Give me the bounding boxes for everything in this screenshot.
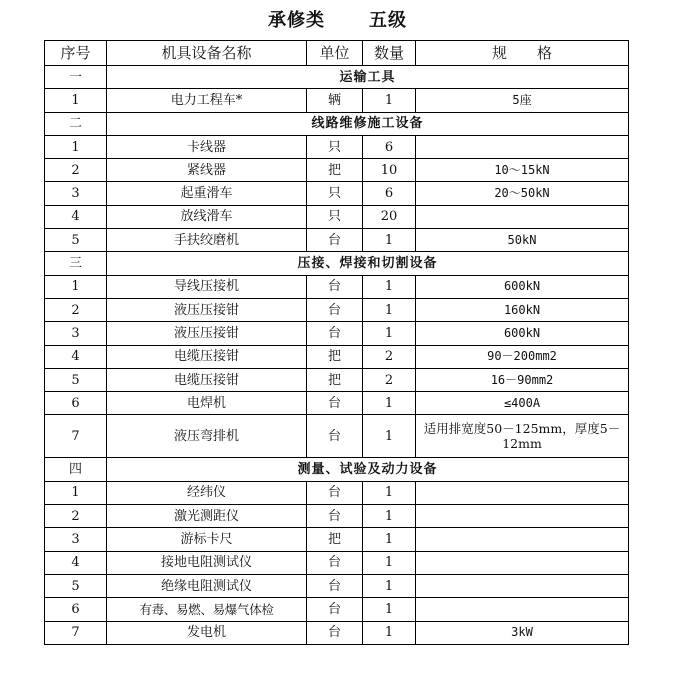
- row-qty: 1: [363, 505, 416, 528]
- row-qty: 2: [363, 368, 416, 391]
- section-row: [45, 66, 629, 89]
- row-name: 电缆压接钳: [107, 345, 307, 368]
- row-qty: 20: [363, 205, 416, 228]
- row-name: 绝缘电阻测试仪: [107, 574, 307, 597]
- row-unit: 只: [307, 135, 363, 158]
- row-unit: 把: [307, 159, 363, 182]
- row-name: 电缆压接钳: [107, 368, 307, 391]
- section-no: 二: [45, 112, 107, 135]
- table-row: [45, 275, 629, 298]
- header-qty: 数量: [363, 41, 416, 66]
- row-qty: 1: [363, 481, 416, 504]
- header-name: 机具设备名称: [107, 41, 307, 66]
- row-unit: 台: [307, 392, 363, 415]
- header-unit: 单位: [307, 41, 363, 66]
- row-name: 激光测距仪: [107, 505, 307, 528]
- row-unit: 台: [307, 322, 363, 345]
- row-qty: 1: [363, 275, 416, 298]
- table-row: [45, 551, 629, 574]
- section-no: 四: [45, 458, 107, 481]
- table-row: [45, 89, 629, 112]
- row-no: 1: [45, 135, 107, 158]
- row-unit: 台: [307, 298, 363, 321]
- table-row: [45, 368, 629, 391]
- section-no: 三: [45, 252, 107, 275]
- row-spec: [416, 528, 629, 551]
- row-no: 7: [45, 415, 107, 458]
- row-name: 发电机: [107, 621, 307, 644]
- table-row: [45, 574, 629, 597]
- row-name: 液压压接钳: [107, 322, 307, 345]
- row-no: 4: [45, 345, 107, 368]
- row-no: 5: [45, 229, 107, 252]
- row-no: 6: [45, 392, 107, 415]
- row-spec: [416, 205, 629, 228]
- row-qty: 10: [363, 159, 416, 182]
- row-spec: ≤400A: [416, 392, 629, 415]
- row-unit: 台: [307, 275, 363, 298]
- row-no: 4: [45, 205, 107, 228]
- row-name: 接地电阻测试仪: [107, 551, 307, 574]
- row-name: 放线滑车: [107, 205, 307, 228]
- table-row: [45, 322, 629, 345]
- table-row: [45, 505, 629, 528]
- row-no: 5: [45, 368, 107, 391]
- header-spec: 规 格: [416, 41, 629, 66]
- row-spec: 20～50kN: [416, 182, 629, 205]
- row-name: 游标卡尺: [107, 528, 307, 551]
- row-unit: 把: [307, 528, 363, 551]
- row-name: 经纬仪: [107, 481, 307, 504]
- row-spec: [416, 574, 629, 597]
- row-spec: 10～15kN: [416, 159, 629, 182]
- row-unit: 台: [307, 415, 363, 458]
- row-unit: 台: [307, 598, 363, 621]
- row-unit: 台: [307, 481, 363, 504]
- row-unit: 台: [307, 574, 363, 597]
- row-qty: 1: [363, 574, 416, 597]
- row-no: 1: [45, 275, 107, 298]
- table-row: [45, 298, 629, 321]
- row-no: 2: [45, 298, 107, 321]
- row-name: 紧线器: [107, 159, 307, 182]
- row-spec: 3kW: [416, 621, 629, 644]
- row-no: 6: [45, 598, 107, 621]
- row-spec: [416, 481, 629, 504]
- table-header-row: [45, 41, 629, 66]
- title-level: 五级: [369, 10, 407, 31]
- row-qty: 2: [363, 345, 416, 368]
- row-qty: 1: [363, 415, 416, 458]
- section-row: [45, 252, 629, 275]
- row-spec: [416, 135, 629, 158]
- row-name: 卡线器: [107, 135, 307, 158]
- section-title: 压接、焊接和切割设备: [107, 252, 629, 275]
- row-no: 3: [45, 182, 107, 205]
- row-qty: 1: [363, 551, 416, 574]
- row-qty: 1: [363, 621, 416, 644]
- row-name: 有毒、易燃、易爆气体检: [107, 598, 307, 621]
- row-qty: 1: [363, 229, 416, 252]
- row-spec: 16－90mm2: [416, 368, 629, 391]
- row-qty: 1: [363, 298, 416, 321]
- row-spec: 90－200mm2: [416, 345, 629, 368]
- row-spec: 适用排宽度50－125mm，厚度5－12mm: [416, 415, 629, 458]
- table-row: [45, 621, 629, 644]
- section-title: 运输工具: [107, 66, 629, 89]
- row-no: 5: [45, 574, 107, 597]
- row-spec: 600kN: [416, 322, 629, 345]
- row-name: 液压弯排机: [107, 415, 307, 458]
- table-row: [45, 481, 629, 504]
- row-qty: 1: [363, 89, 416, 112]
- row-name: 起重滑车: [107, 182, 307, 205]
- row-spec: 50kN: [416, 229, 629, 252]
- row-qty: 1: [363, 598, 416, 621]
- row-qty: 1: [363, 392, 416, 415]
- row-no: 3: [45, 322, 107, 345]
- row-qty: 1: [363, 528, 416, 551]
- page-title: [0, 6, 675, 32]
- row-no: 3: [45, 528, 107, 551]
- header-no: 序号: [45, 41, 107, 66]
- row-no: 1: [45, 89, 107, 112]
- row-name: 手扶绞磨机: [107, 229, 307, 252]
- row-unit: 只: [307, 205, 363, 228]
- row-unit: 台: [307, 551, 363, 574]
- row-unit: 台: [307, 621, 363, 644]
- row-spec: [416, 598, 629, 621]
- title-category: 承修类: [268, 10, 325, 31]
- row-no: 7: [45, 621, 107, 644]
- section-title: 线路维修施工设备: [107, 112, 629, 135]
- row-name: 导线压接机: [107, 275, 307, 298]
- section-row: [45, 112, 629, 135]
- row-spec: [416, 505, 629, 528]
- row-no: 1: [45, 481, 107, 504]
- row-no: 2: [45, 159, 107, 182]
- row-qty: 6: [363, 135, 416, 158]
- table-row: [45, 229, 629, 252]
- row-no: 2: [45, 505, 107, 528]
- row-unit: 把: [307, 368, 363, 391]
- table-row: [45, 182, 629, 205]
- table-body: [45, 66, 629, 645]
- row-no: 4: [45, 551, 107, 574]
- table-row: [45, 415, 629, 458]
- row-spec: 5座: [416, 89, 629, 112]
- table-row: [45, 598, 629, 621]
- section-no: 一: [45, 66, 107, 89]
- table-row: [45, 392, 629, 415]
- section-title: 测量、试验及动力设备: [107, 458, 629, 481]
- row-qty: 6: [363, 182, 416, 205]
- row-unit: 把: [307, 345, 363, 368]
- row-unit: 辆: [307, 89, 363, 112]
- table-row: [45, 159, 629, 182]
- row-spec: 160kN: [416, 298, 629, 321]
- row-qty: 1: [363, 322, 416, 345]
- row-name: 电焊机: [107, 392, 307, 415]
- table-row: [45, 205, 629, 228]
- row-unit: 只: [307, 182, 363, 205]
- section-row: [45, 458, 629, 481]
- row-unit: 台: [307, 505, 363, 528]
- row-name: 液压压接钳: [107, 298, 307, 321]
- equipment-table: [44, 40, 629, 645]
- table-row: [45, 345, 629, 368]
- row-unit: 台: [307, 229, 363, 252]
- table-row: [45, 528, 629, 551]
- row-spec: 600kN: [416, 275, 629, 298]
- row-spec: [416, 551, 629, 574]
- table-row: [45, 135, 629, 158]
- row-name: 电力工程车*: [107, 89, 307, 112]
